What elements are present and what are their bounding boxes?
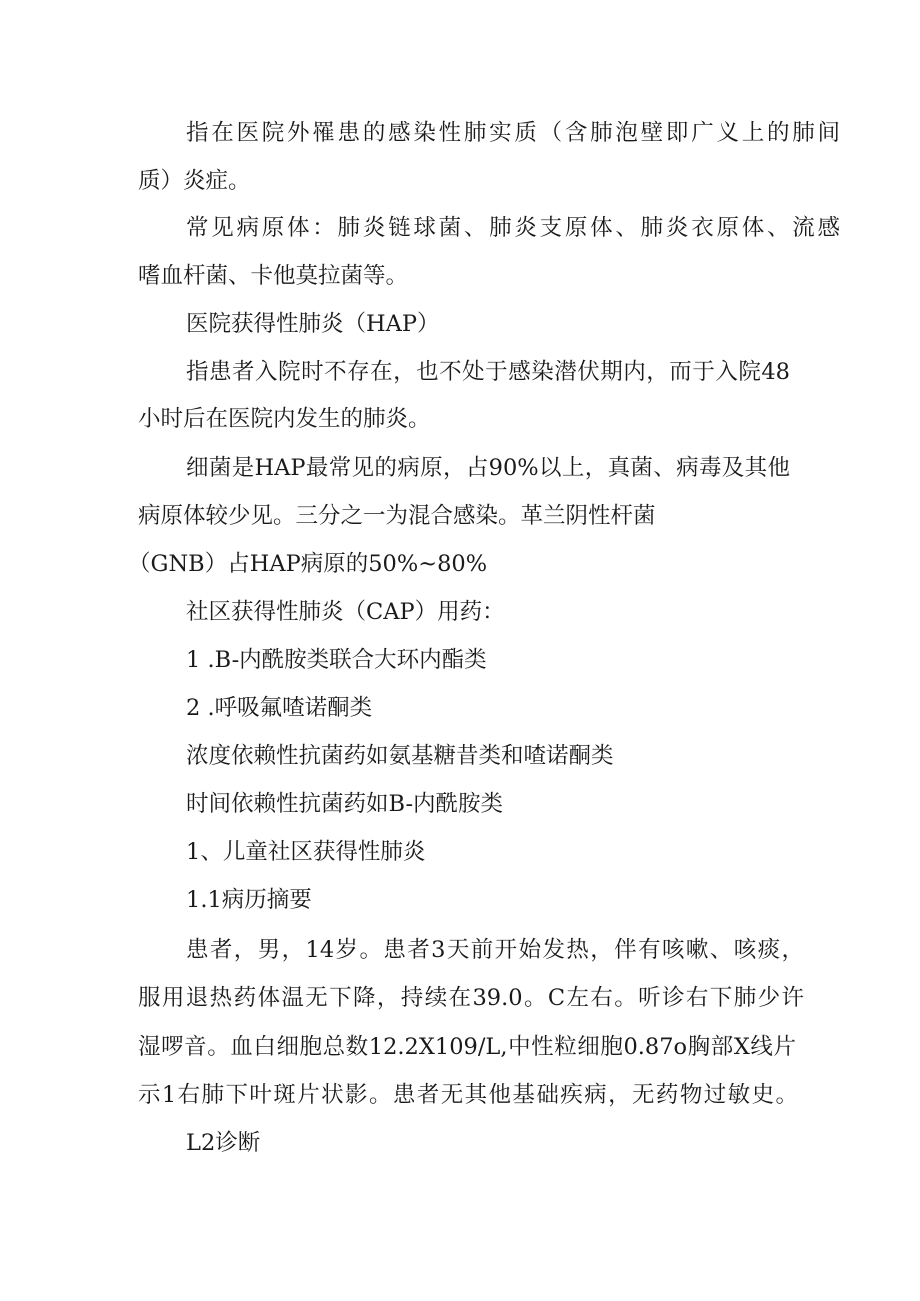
section-heading: 社区获得性肺炎（CAP）用药：: [186, 599, 505, 625]
paragraph-line: 嗜血杆菌、卡他莫拉菌等。: [138, 263, 409, 289]
subsection-heading: L2诊断: [186, 1130, 261, 1156]
paragraph-line: （GNB）占HAP病原的50%~80%: [128, 551, 488, 577]
list-item: 2 .呼吸氟喳诺酮类: [186, 695, 373, 721]
paragraph-line: 浓度依赖性抗菌药如氨基糖昔类和喳诺酮类: [186, 743, 614, 769]
paragraph-line: 质）炎症。: [138, 168, 251, 194]
subsection-heading: 1.1病历摘要: [186, 887, 312, 913]
paragraph-line: 常见病原体：肺炎链球菌、肺炎支原体、肺炎衣原体、流感: [186, 215, 840, 241]
paragraph-line: 指在医院外罹患的感染性肺实质（含肺泡壁即广义上的肺间: [186, 120, 840, 146]
section-heading: 医院获得性肺炎（HAP）: [186, 311, 440, 337]
paragraph-line: 病原体较少见。三分之一为混合感染。革兰阴性杆菌: [138, 503, 656, 529]
paragraph-line: 服用退热药体温无下降，持续在39.0。C左右。听诊右下肺少许: [138, 985, 804, 1011]
paragraph-line: 湿啰音。血白细胞总数12.2X109/L,中性粒细胞0.87o胸部X线片: [138, 1034, 796, 1060]
paragraph-line: 指患者入院时不存在，也不处于感染潜伏期内，而于入院48: [186, 359, 790, 385]
paragraph-line: 细菌是HAP最常见的病原，占90%以上，真菌、病毒及其他: [186, 455, 790, 481]
paragraph-line: 时间依赖性抗菌药如B-内酰胺类: [186, 791, 504, 817]
paragraph-line: 小时后在医院内发生的肺炎。: [138, 406, 431, 432]
paragraph-line: 患者，男，14岁。患者3天前开始发热，伴有咳嗽、咳痰，: [186, 937, 804, 963]
section-heading: 1、儿童社区获得性肺炎: [186, 839, 426, 865]
paragraph-line: 示1右肺下叶斑片状影。患者无其他基础疾病，无药物过敏史。: [138, 1082, 798, 1108]
list-item: 1 .B-内酰胺类联合大环内酯类: [186, 647, 487, 673]
